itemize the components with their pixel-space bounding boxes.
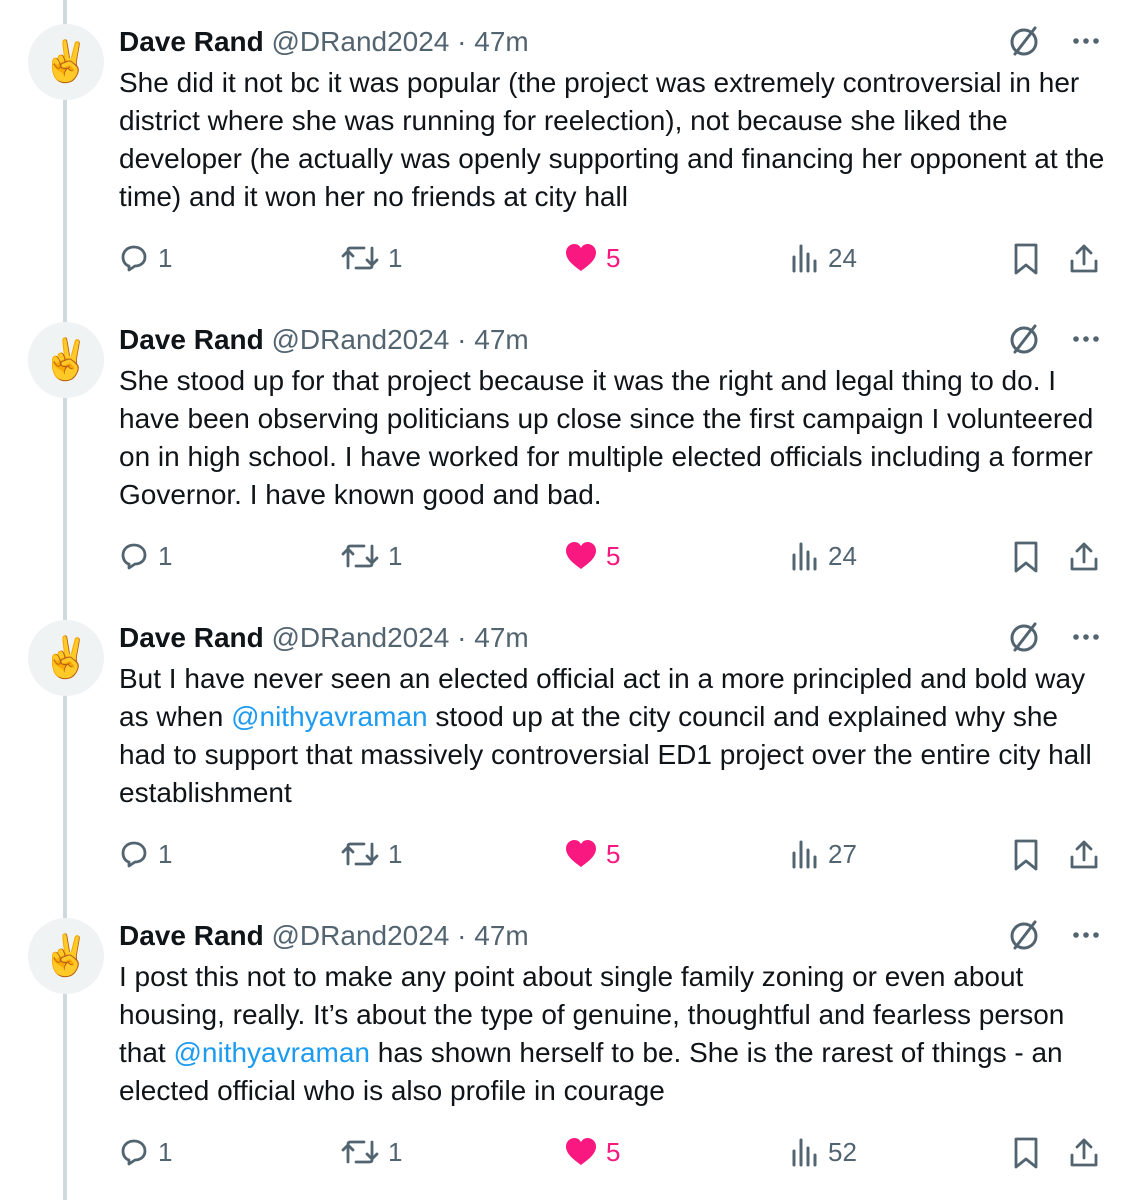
avatar-emoji: ✌️: [41, 338, 91, 382]
avatar-emoji: ✌️: [41, 934, 91, 978]
tweet-text-segment: She did it not bc it was popular (the project was extremely controversial in her district where she was running for reelection), not because she liked the developer (he actually was openly supporting and financing her opponent at the time) and it won her no friends at city hall: [119, 67, 1105, 212]
heart-icon: [564, 1136, 598, 1168]
author-handle[interactable]: @DRand2024: [271, 622, 450, 653]
tweet-text-segment: stood up at the city council and explained why she had to support that massively controversial ED1 project over the entire city hall establishment: [119, 701, 1092, 808]
tweet-text: [119, 64, 1109, 216]
share-icon: [1068, 838, 1100, 872]
avatar[interactable]: [28, 918, 104, 994]
share-button[interactable]: [1068, 540, 1100, 574]
view-count: 24: [828, 541, 857, 571]
tweet-top-actions: [1007, 918, 1101, 952]
view-count: 52: [828, 1137, 857, 1167]
tweet-header: [119, 26, 529, 58]
no-entry-circle-icon[interactable]: [1007, 620, 1041, 654]
views-icon: [790, 1136, 820, 1168]
separator-dot: ·: [457, 324, 467, 355]
share-icon: [1068, 242, 1100, 276]
repost-count: 1: [388, 839, 403, 869]
reply-icon: [118, 242, 150, 274]
repost-button[interactable]: [340, 838, 402, 870]
author-name[interactable]: Dave Rand: [119, 26, 264, 57]
tweet-text: [119, 958, 1109, 1110]
tweet-actions: [0, 540, 1141, 576]
timestamp[interactable]: 47m: [474, 26, 529, 57]
repost-icon: [340, 540, 380, 572]
no-entry-circle-icon[interactable]: [1007, 322, 1041, 356]
like-count: 5: [606, 541, 621, 571]
avatar[interactable]: [28, 24, 104, 100]
bookmark-icon: [1012, 838, 1040, 872]
avatar-emoji: ✌️: [41, 636, 91, 680]
views-icon: [790, 540, 820, 572]
reply-count: 1: [158, 243, 173, 273]
repost-button[interactable]: [340, 540, 402, 572]
no-entry-circle-icon[interactable]: [1007, 24, 1041, 58]
tweet-actions: [0, 1136, 1141, 1172]
author-handle[interactable]: @DRand2024: [271, 920, 450, 951]
author-handle[interactable]: @DRand2024: [271, 324, 450, 355]
author-name[interactable]: Dave Rand: [119, 324, 264, 355]
repost-icon: [340, 1136, 380, 1168]
views-icon: [790, 242, 820, 274]
tweet[interactable]: [0, 894, 1141, 1192]
tweet-top-actions: [1007, 24, 1101, 58]
tweet-text-segment: I post this not to make any point about single family zoning or even about housing, really. It’s about the type of genuine, thoughtful and fearless person that: [119, 961, 1065, 1068]
share-button[interactable]: [1068, 838, 1100, 872]
reply-count: 1: [158, 839, 173, 869]
tweet-text: [119, 362, 1109, 514]
tweet-header: [119, 920, 529, 952]
tweet-header: [119, 622, 529, 654]
bookmark-icon: [1012, 1136, 1040, 1170]
tweet-text-segment: But I have never seen an elected official act in a more principled and bold way as when: [119, 663, 1086, 732]
share-icon: [1068, 540, 1100, 574]
like-button[interactable]: [564, 242, 620, 274]
author-name[interactable]: Dave Rand: [119, 920, 264, 951]
share-icon: [1068, 1136, 1100, 1170]
like-button[interactable]: [564, 1136, 620, 1168]
author-name[interactable]: Dave Rand: [119, 622, 264, 653]
timestamp[interactable]: 47m: [474, 324, 529, 355]
mention-link[interactable]: @nithyavraman: [173, 1037, 370, 1068]
bookmark-button[interactable]: [1012, 540, 1040, 574]
repost-count: 1: [388, 1137, 403, 1167]
views-icon: [790, 838, 820, 870]
like-button[interactable]: [564, 540, 620, 572]
like-count: 5: [606, 1137, 621, 1167]
views-button[interactable]: [790, 838, 857, 870]
tweet-text: [119, 660, 1109, 812]
view-count: 27: [828, 839, 857, 869]
reply-count: 1: [158, 541, 173, 571]
repost-button[interactable]: [340, 242, 402, 274]
like-count: 5: [606, 243, 621, 273]
separator-dot: ·: [457, 622, 467, 653]
more-icon[interactable]: [1071, 920, 1101, 950]
more-icon[interactable]: [1071, 26, 1101, 56]
tweet-actions: [0, 242, 1141, 278]
share-button[interactable]: [1068, 1136, 1100, 1170]
repost-count: 1: [388, 243, 403, 273]
avatar-emoji: ✌️: [41, 40, 91, 84]
tweet-text-segment: She stood up for that project because it was the right and legal thing to do. I have been observing politicians up close since the first campaign I volunteered on in high school. I have worked for multiple elected officials including a former Governor. I have known good and bad.: [119, 365, 1094, 510]
avatar[interactable]: [28, 322, 104, 398]
tweet[interactable]: [0, 596, 1141, 894]
bookmark-button[interactable]: [1012, 838, 1040, 872]
more-icon[interactable]: [1071, 622, 1101, 652]
reply-button[interactable]: [118, 242, 172, 274]
tweet-actions: [0, 838, 1141, 874]
bookmark-icon: [1012, 540, 1040, 574]
reply-icon: [118, 540, 150, 572]
heart-icon: [564, 242, 598, 274]
heart-icon: [564, 540, 598, 572]
tweet[interactable]: [0, 0, 1141, 298]
share-button[interactable]: [1068, 242, 1100, 276]
view-count: 24: [828, 243, 857, 273]
reply-icon: [118, 838, 150, 870]
reply-count: 1: [158, 1137, 173, 1167]
repost-icon: [340, 242, 380, 274]
reply-button[interactable]: [118, 540, 172, 572]
views-button[interactable]: [790, 1136, 857, 1168]
separator-dot: ·: [457, 920, 467, 951]
heart-icon: [564, 838, 598, 870]
bookmark-button[interactable]: [1012, 1136, 1040, 1170]
mention-link[interactable]: @nithyavraman: [231, 701, 428, 732]
avatar[interactable]: [28, 620, 104, 696]
repost-button[interactable]: [340, 1136, 402, 1168]
bookmark-icon: [1012, 242, 1040, 276]
tweet[interactable]: [0, 298, 1141, 596]
reply-icon: [118, 1136, 150, 1168]
like-button[interactable]: [564, 838, 620, 870]
like-count: 5: [606, 839, 621, 869]
views-button[interactable]: [790, 540, 857, 572]
tweet-header: [119, 324, 529, 356]
no-entry-circle-icon[interactable]: [1007, 918, 1041, 952]
tweet-top-actions: [1007, 322, 1101, 356]
author-handle[interactable]: @DRand2024: [271, 26, 450, 57]
timestamp[interactable]: 47m: [474, 920, 529, 951]
tweet-text-segment: has shown herself to be. She is the rarest of things - an elected official who is also profile in courage: [119, 1037, 1063, 1106]
views-button[interactable]: [790, 242, 857, 274]
tweet-top-actions: [1007, 620, 1101, 654]
bookmark-button[interactable]: [1012, 242, 1040, 276]
more-icon[interactable]: [1071, 324, 1101, 354]
reply-button[interactable]: [118, 1136, 172, 1168]
separator-dot: ·: [457, 26, 467, 57]
reply-button[interactable]: [118, 838, 172, 870]
timestamp[interactable]: 47m: [474, 622, 529, 653]
repost-icon: [340, 838, 380, 870]
repost-count: 1: [388, 541, 403, 571]
